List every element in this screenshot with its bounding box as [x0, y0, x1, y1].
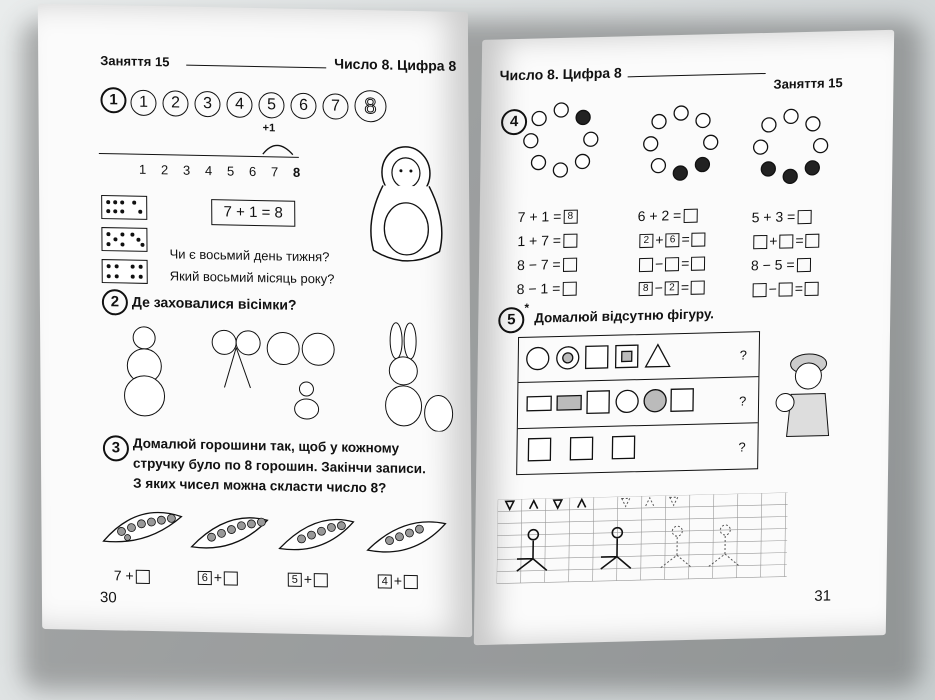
- eq-row: − =: [637, 254, 708, 272]
- count-circle: 2: [162, 90, 188, 117]
- tick-label: 1: [138, 161, 147, 177]
- shape-question: ?: [738, 393, 747, 409]
- task-number-2: 2: [102, 289, 128, 316]
- eq-row: + =: [751, 232, 822, 250]
- eq-row: 8 − 7 =: [517, 256, 579, 274]
- tick-label: 3: [182, 162, 191, 178]
- task5-star: *: [524, 300, 530, 315]
- plus-one-label: +1: [262, 122, 276, 135]
- task3-line3: З яких чисел можна скласти число 8?: [133, 475, 387, 496]
- task3-line2: стручку було по 8 горошин. Закінчи записи.: [132, 455, 426, 477]
- pea-pods: [97, 501, 467, 568]
- count-circle: 5: [258, 92, 284, 119]
- detective-image: [772, 343, 843, 445]
- eq-row: 6 + 2 =: [638, 207, 700, 225]
- count-circle: 1: [130, 90, 156, 117]
- equation-box: 7 + 1 = 8: [211, 199, 295, 227]
- question-month: Який восьмий місяць року?: [169, 268, 335, 287]
- page-number-right: 31: [814, 587, 832, 605]
- tick-label: 8: [292, 164, 301, 180]
- tick-label: 5: [226, 163, 235, 179]
- left-page: [38, 4, 472, 637]
- page-number-left: 30: [99, 589, 117, 607]
- tick-label: 6: [248, 163, 257, 180]
- eq-row: 2 + 6 =: [637, 230, 708, 248]
- topic-title: Число 8. Цифра 8: [499, 64, 622, 84]
- count-circle: 4: [226, 91, 252, 118]
- shapes-pattern: [522, 332, 724, 473]
- eq-row: 5 + 3 =: [752, 208, 814, 226]
- pod-equation-1: 7 +: [114, 567, 152, 584]
- dice-domino: [102, 259, 148, 284]
- pod-equation-4: 4 +: [376, 572, 420, 589]
- right-page: [474, 30, 894, 645]
- task-number-1: 1: [100, 87, 126, 114]
- eq-row: − =: [751, 280, 822, 298]
- task5-text: Домалюй відсутню фігуру.: [534, 306, 715, 326]
- shape-question: ?: [738, 439, 746, 455]
- tick-label: 4: [204, 163, 213, 179]
- task-number-3: 3: [103, 435, 129, 462]
- eq-row: 8 − 1 =: [517, 280, 579, 298]
- eq-row: 8 − 2 =: [637, 278, 708, 296]
- tick-label: 2: [160, 162, 169, 178]
- hidden-eights-illustration: [98, 315, 459, 432]
- count-circle: 7: [322, 93, 348, 120]
- header-line: [628, 73, 766, 77]
- eq-row: 1 + 7 =: [517, 232, 579, 250]
- question-day: Чи є восьмий день тижня?: [169, 246, 330, 265]
- topic-title: Число 8. Цифра 8: [334, 55, 457, 74]
- count-circle-eight: 8: [354, 90, 386, 123]
- count-circle: 6: [290, 93, 316, 120]
- task-number-4: 4: [501, 109, 527, 136]
- dice-domino: [101, 195, 147, 220]
- pod-equation-2: 6 +: [196, 569, 240, 586]
- lesson-label: Заняття 15: [773, 75, 843, 92]
- tick-label: 7: [270, 164, 279, 180]
- pod-equation-3: 5 +: [286, 571, 330, 588]
- task-number-5: 5: [498, 307, 524, 334]
- matryoshka-image: [365, 140, 448, 272]
- eq-row: 8 − 5 =: [751, 256, 813, 274]
- eq-row: 7 + 1 = 8: [518, 208, 580, 226]
- count-circle: 3: [194, 91, 220, 118]
- shape-question: ?: [739, 347, 748, 363]
- header-line: [186, 65, 326, 69]
- task3-line1: Домалюй горошини так, щоб у кожному: [132, 435, 400, 456]
- bead-rings: [520, 91, 852, 209]
- graph-paper-drawing: [497, 492, 798, 589]
- task2-text: Де заховалися вісімки?: [131, 293, 297, 313]
- dice-domino: [101, 227, 147, 252]
- lesson-label: Заняття 15: [100, 53, 170, 70]
- arc-arrow: [259, 136, 299, 157]
